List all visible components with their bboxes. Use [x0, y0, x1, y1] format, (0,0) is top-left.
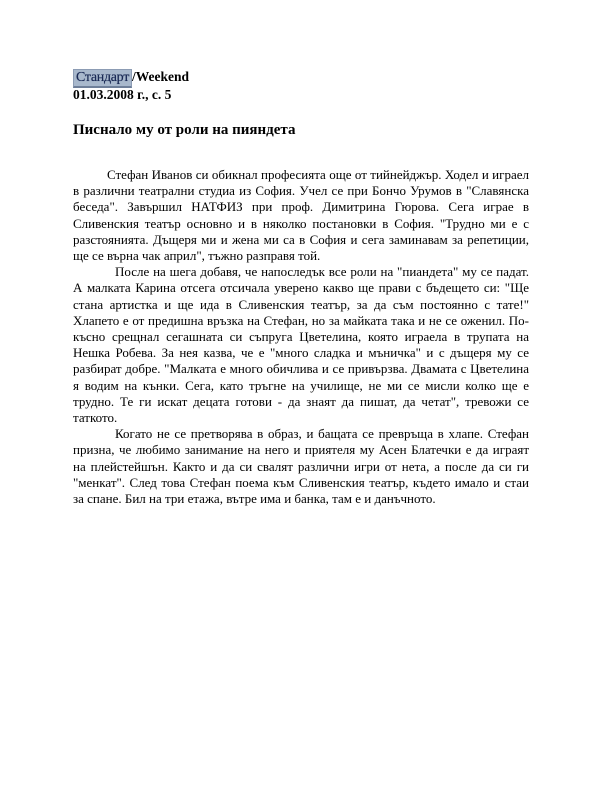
article-body [73, 167, 529, 507]
masthead-section: /Weekend [132, 69, 190, 84]
article-paragraph: После на шега добавя, че напоследък все роли на "пиандета" му се падат. А малката Карина отсега отсичала уверено какво ще прави с бъдещето си: "Ще стана артистка и ще ида в Сливенския театър, за да съм постоянно с тате!" Хлапето е от предишна връзка на Стефан, но за майката така и не се оженил. По-късно срещнал сегашната си съпруга Цветелина, която играела в трупата на Нешка Робева. За нея казва, че е "много сладка и мъничка" и с дъщеря му се разбират добре. "Малката е много обичлива и се привързва. Двамата с Цветелина я водим на кънки. Сега, като тръгне на училище, не ми се мисли колко ще е трудно. Те ги искат децата готови - да знаят да пишат, да четат", тревожи се таткото. [73, 264, 529, 426]
article-paragraph: Когато не се претворява в образ, и бащата се превръща в хлапе. Стефан призна, че любимо занимание на него и приятеля му Асен Блатечки е да играят на плейстейшън. Както и да си свалят различни игри от нета, а после да си ги "менкат". След това Стефан поема към Сливенския театър, където имало и стаи за спане. Бил на три етажа, вътре има и банка, там е и данъчното. [73, 426, 529, 507]
standart-logo: Стандарт [73, 69, 132, 88]
publication-dateline: 01.03.2008 г., с. 5 [73, 87, 172, 102]
article-title: Писнало му от роли на пияндета [73, 122, 296, 138]
article-paragraph: Стефан Иванов си обикнал професията още от тийнейджър. Ходел и играел в различни театрални студиа из София. Учел се при Бончо Урумов в "Славянска беседа". Завършил НАТФИЗ при проф. Димитрина Гюрова. Сега играе в Сливенския театър основно и в няколко постановки в София. "Трудно ми е с разстоянията. Дъщеря ми и жена ми са в София и сега заминавам за репетиции, ще се върна чак април", тъжно разправя той. [73, 167, 529, 264]
masthead [73, 69, 189, 88]
